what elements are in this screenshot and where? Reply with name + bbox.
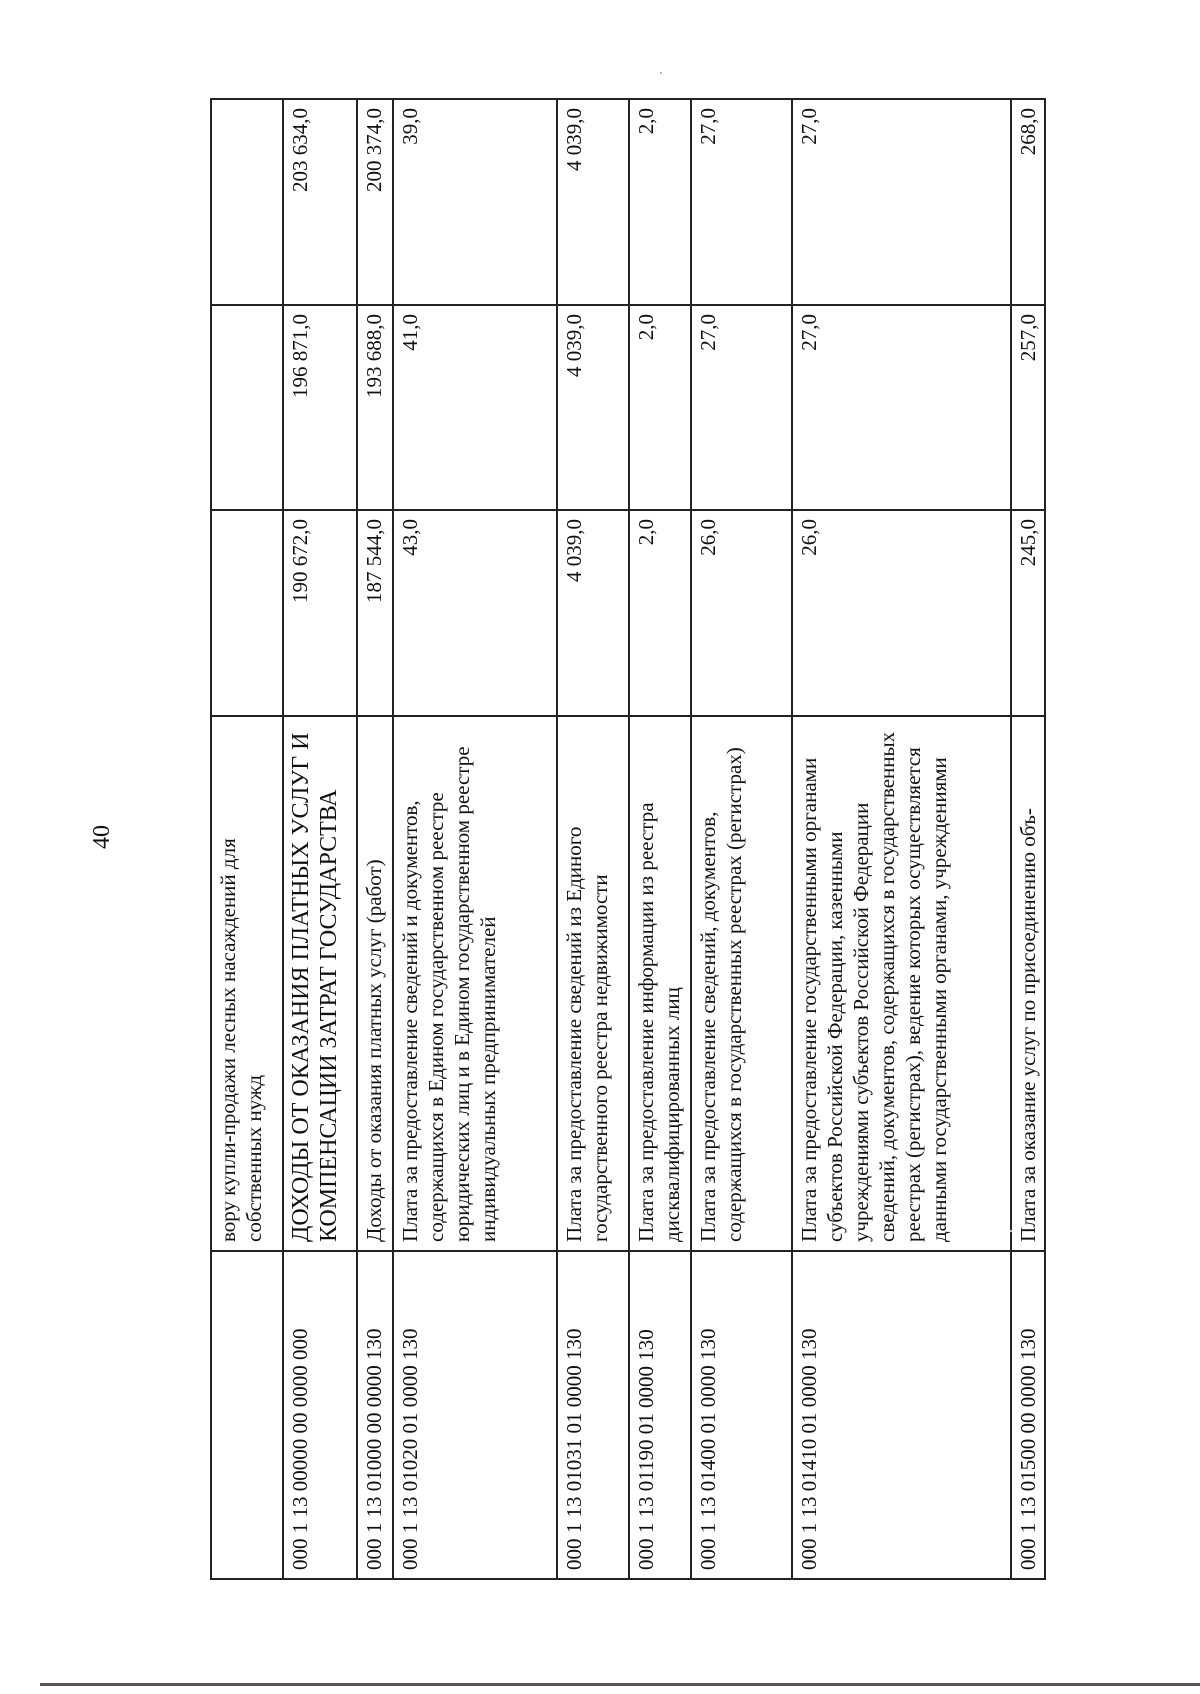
row-value-1: 2,0 [629, 510, 691, 716]
row-value-2: 196 871,0 [283, 305, 357, 510]
row-name: Плата за оказание услуг по присоединению объ- [1011, 716, 1045, 1251]
budget-revenue-table [210, 98, 1046, 1580]
budget-table-container [210, 100, 1100, 1580]
row-value-1: 4 039,0 [557, 510, 629, 716]
row-name: Плата за предоставление сведений и документов, содержащихся в Едином государственном реестре юридических лиц и в Едином государственном реестре индивидуальных предпринимателей [393, 716, 557, 1251]
table-row [792, 99, 1011, 1579]
row-name: ДОХОДЫ ОТ ОКАЗАНИЯ ПЛАТНЫХ УСЛУГ И КОМПЕНСАЦИИ ЗАТРАТ ГОСУДАРСТВА [283, 716, 357, 1251]
row-code: 000 1 13 01031 01 0000 130 [557, 1251, 629, 1579]
row-name: Доходы от оказания платных услуг (работ) [357, 716, 393, 1251]
row-name: Плата за предоставление государственными органами субъектов Российской Федерации, казенными учреждениями субъектов Российской Федерации сведений, документов, содержащихся в государственных реестрах (регистрах), ведение которых осуществляется данными государственными органами, учреждениями [792, 716, 1011, 1251]
table-row [357, 99, 393, 1579]
page-number: 40 [89, 825, 115, 849]
row-name: вору купли-продажи лесных насаждений для собственных нужд [211, 716, 283, 1251]
table-row [211, 99, 283, 1579]
row-value-3: 2,0 [629, 99, 691, 305]
row-value-3: 203 634,0 [283, 99, 357, 305]
row-value-3: 27,0 [691, 99, 792, 305]
table-row [629, 99, 691, 1579]
row-value-1: 26,0 [691, 510, 792, 716]
scan-edge-line [40, 1683, 1200, 1686]
table-row [691, 99, 792, 1579]
row-value-1: 190 672,0 [283, 510, 357, 716]
row-value-1: 43,0 [393, 510, 557, 716]
row-value-1: 187 544,0 [357, 510, 393, 716]
row-value-1: 245,0 [1011, 510, 1045, 716]
row-value-2: 27,0 [792, 305, 1011, 510]
row-value-3: 200 374,0 [357, 99, 393, 305]
row-value-2 [211, 305, 283, 510]
row-code: 000 1 13 01500 00 0000 130 [1011, 1251, 1045, 1579]
row-value-2: 257,0 [1011, 305, 1045, 510]
row-code: 000 1 13 01020 01 0000 130 [393, 1251, 557, 1579]
row-name: Плата за предоставление сведений, документов, содержащихся в государственных реестрах (регистрах) [691, 716, 792, 1251]
row-value-1 [211, 510, 283, 716]
row-value-3 [211, 99, 283, 305]
row-value-2: 2,0 [629, 305, 691, 510]
row-value-2: 193 688,0 [357, 305, 393, 510]
row-code: 000 1 13 01000 00 0000 130 [357, 1251, 393, 1579]
row-code: 000 1 13 00000 00 0000 000 [283, 1251, 357, 1579]
row-code [211, 1251, 283, 1579]
row-value-1: 26,0 [792, 510, 1011, 716]
scan-speck [1010, 1230, 1012, 1232]
row-code: 000 1 13 01400 01 0000 130 [691, 1251, 792, 1579]
row-value-3: 39,0 [393, 99, 557, 305]
row-value-3: 4 039,0 [557, 99, 629, 305]
row-name: Плата за предоставление сведений из Единого государственного реестра недвижимости [557, 716, 629, 1251]
row-name: Плата за предоставление информации из реестра дисквалифицированных лиц [629, 716, 691, 1251]
table-row [393, 99, 557, 1579]
row-value-3: 268,0 [1011, 99, 1045, 305]
row-value-2: 27,0 [691, 305, 792, 510]
table-row [557, 99, 629, 1579]
row-code: 000 1 13 01410 01 0000 130 [792, 1251, 1011, 1579]
row-value-2: 4 039,0 [557, 305, 629, 510]
row-value-2: 41,0 [393, 305, 557, 510]
table-row [1011, 99, 1045, 1579]
row-value-3: 27,0 [792, 99, 1011, 305]
table-row [283, 99, 357, 1579]
row-code: 000 1 13 01190 01 0000 130 [629, 1251, 691, 1579]
scan-speck [660, 72, 662, 74]
